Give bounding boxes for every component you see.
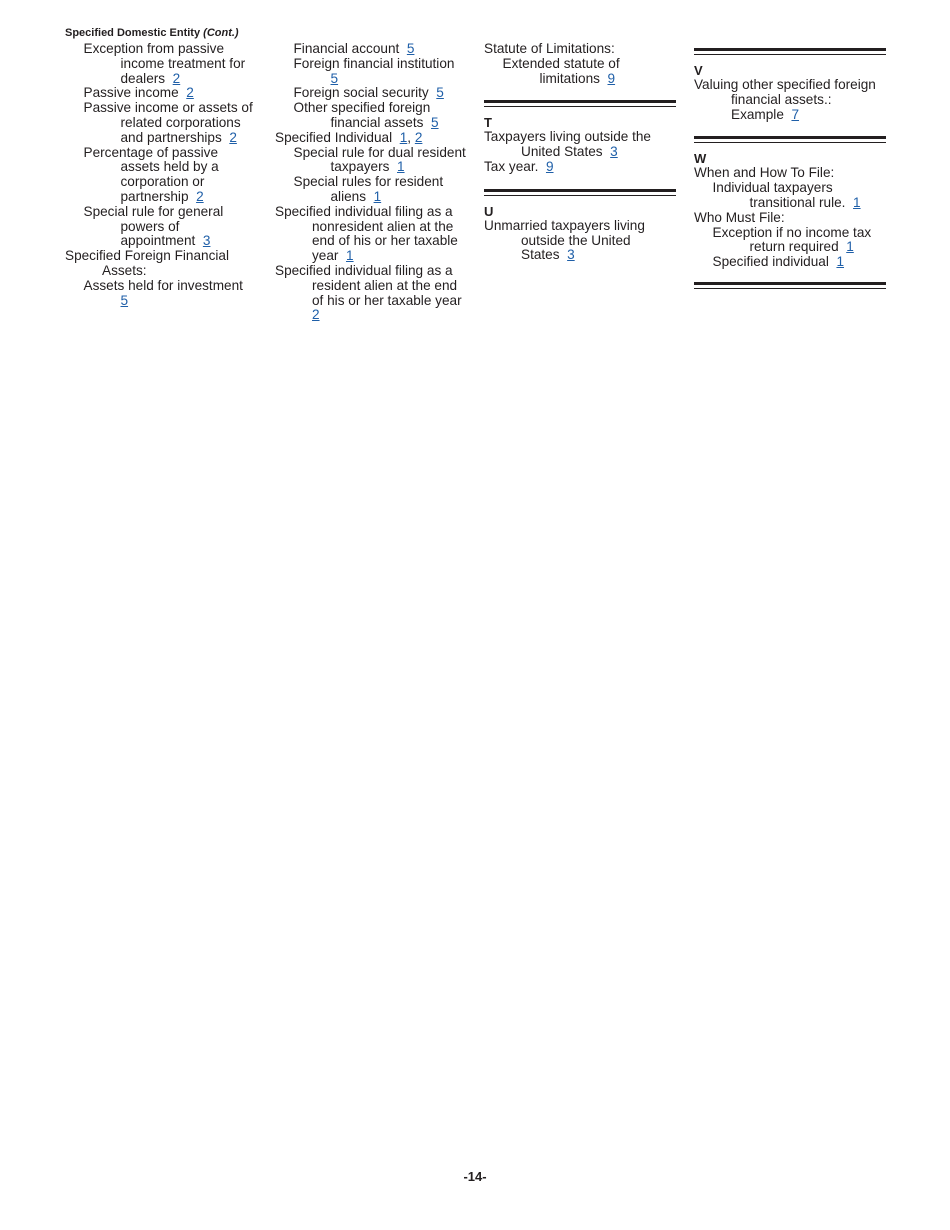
page-reference-link[interactable]: 1 xyxy=(846,239,854,255)
index-entry: Specified Individual 1, 2 xyxy=(275,129,423,145)
index-subentry xyxy=(84,146,258,205)
page-reference-link[interactable]: 3 xyxy=(610,144,618,160)
section-letter: W xyxy=(694,151,707,167)
index-subentry xyxy=(294,86,468,101)
index-entry xyxy=(694,211,886,226)
entry-text: Unmarried taxpayers living outside the United States xyxy=(484,217,645,263)
index-entry xyxy=(694,78,886,122)
entry-text: Special rule for dual resident taxpayers xyxy=(293,144,466,175)
page-reference-link[interactable]: 5 xyxy=(120,292,129,308)
page-number: -14- xyxy=(463,1169,487,1184)
entry-text: Special rule for general powers of appointment xyxy=(83,203,224,249)
entry-text: Statute of Limitations: xyxy=(484,41,615,56)
page-reference-link[interactable]: 1 xyxy=(836,254,845,270)
entry-text: Specified Individual xyxy=(275,129,393,145)
entry-text: Foreign financial institution xyxy=(293,55,455,71)
page-reference-link[interactable]: 2 xyxy=(196,188,204,204)
page-reference-link[interactable]: 1 xyxy=(853,194,861,210)
index-entry xyxy=(484,42,676,57)
page-reference-link[interactable]: 3 xyxy=(202,233,211,249)
index-column-1 xyxy=(65,42,257,308)
entry-text: Special rules for resident aliens xyxy=(293,174,444,204)
page-reference-link[interactable]: 9 xyxy=(607,70,616,86)
page-header xyxy=(65,26,239,40)
entry-text: Extended statute of limitations xyxy=(502,55,620,86)
index-entry xyxy=(484,160,676,175)
page-reference-link[interactable]: 5 xyxy=(406,41,415,56)
entry-text: Specified Foreign Financial Assets: xyxy=(65,248,229,278)
index-entry xyxy=(484,130,676,160)
page-reference-link[interactable]: 3 xyxy=(567,247,575,263)
index-subentry xyxy=(294,101,468,131)
page-reference-link[interactable]: 5 xyxy=(330,70,339,86)
entry-text: Tax year. xyxy=(484,158,539,174)
entry-text: Specified individual filing as a resident alien at the end of his or her taxable year xyxy=(275,262,462,308)
section-divider xyxy=(484,189,676,196)
section-divider xyxy=(694,136,886,143)
index-subentry xyxy=(713,181,887,211)
index-subentry xyxy=(503,57,677,87)
page-reference-link[interactable]: 2 xyxy=(229,129,237,145)
index-entry xyxy=(65,249,257,279)
index-subentry xyxy=(294,146,468,176)
index-column-3 xyxy=(484,42,676,263)
index-subentry xyxy=(713,255,887,270)
section-letter: V xyxy=(694,63,703,78)
entry-text: Assets held for investment xyxy=(83,277,243,293)
index-subentry xyxy=(294,42,468,57)
index-subentry xyxy=(84,279,258,309)
entry-text: Taxpayers living outside the United States xyxy=(484,129,651,160)
index-subentry xyxy=(84,42,258,86)
index-entry xyxy=(275,205,467,264)
entry-text: Exception if no income tax return required xyxy=(712,224,872,255)
header-suffix: (Cont.) xyxy=(203,27,239,39)
index-subentry xyxy=(294,57,468,87)
entry-text: Other specified foreign financial assets xyxy=(293,100,431,130)
page-reference-link[interactable]: 2 xyxy=(186,85,194,101)
page-reference-link[interactable]: 2 xyxy=(312,307,320,323)
page-reference-link[interactable]: 9 xyxy=(545,158,554,174)
page-reference-link[interactable]: 5 xyxy=(431,114,439,130)
index-entry xyxy=(275,264,467,323)
header-title: Specified Domestic Entity xyxy=(65,27,201,39)
entry-text: When and How To File: xyxy=(694,165,835,181)
page-reference-link[interactable]: 1 xyxy=(397,159,405,175)
section-divider xyxy=(694,48,886,55)
section-letter: U xyxy=(484,203,494,219)
entry-text: Specified individual xyxy=(712,254,829,270)
index-column-4 xyxy=(694,42,886,289)
page-reference-link[interactable]: 1 xyxy=(346,248,354,264)
entry-text: Individual taxpayers transitional rule. xyxy=(712,180,846,210)
entry-text: Percentage of passive assets held by a corporation or partnership xyxy=(83,144,219,204)
column-end-divider xyxy=(694,282,886,289)
index-column-2 xyxy=(275,42,467,323)
index-subentry xyxy=(713,226,887,256)
entry-text: Passive income or assets of related corporations and partnerships xyxy=(83,100,253,145)
entry-text: Exception from passive income treatment for dealers xyxy=(83,41,246,86)
index-entry xyxy=(484,219,676,263)
page-reference-link[interactable]: 2 xyxy=(414,129,423,145)
page-reference-link[interactable]: 1 xyxy=(399,129,408,145)
index-subentry xyxy=(84,86,258,101)
index-subentry xyxy=(294,175,468,205)
entry-text: Financial account xyxy=(293,41,400,56)
section-divider xyxy=(484,100,676,107)
index-subentry xyxy=(84,101,258,145)
page-reference-link[interactable]: 7 xyxy=(791,106,800,122)
section-letter: T xyxy=(484,115,492,131)
entry-text: Valuing other specified foreign financial assets.: Example xyxy=(694,77,876,122)
index-entry xyxy=(694,166,886,181)
entry-text: Who Must File: xyxy=(694,209,785,225)
entry-text: Specified individual filing as a nonresident alien at the end of his or her taxable year xyxy=(275,203,458,264)
page-reference-link[interactable]: 5 xyxy=(436,85,444,101)
entry-text: Foreign social security xyxy=(293,85,429,101)
entry-text: Passive income xyxy=(83,85,179,101)
page-reference-link[interactable]: 1 xyxy=(373,188,382,204)
page-reference-link[interactable]: 2 xyxy=(172,70,181,86)
index-subentry xyxy=(84,205,258,249)
